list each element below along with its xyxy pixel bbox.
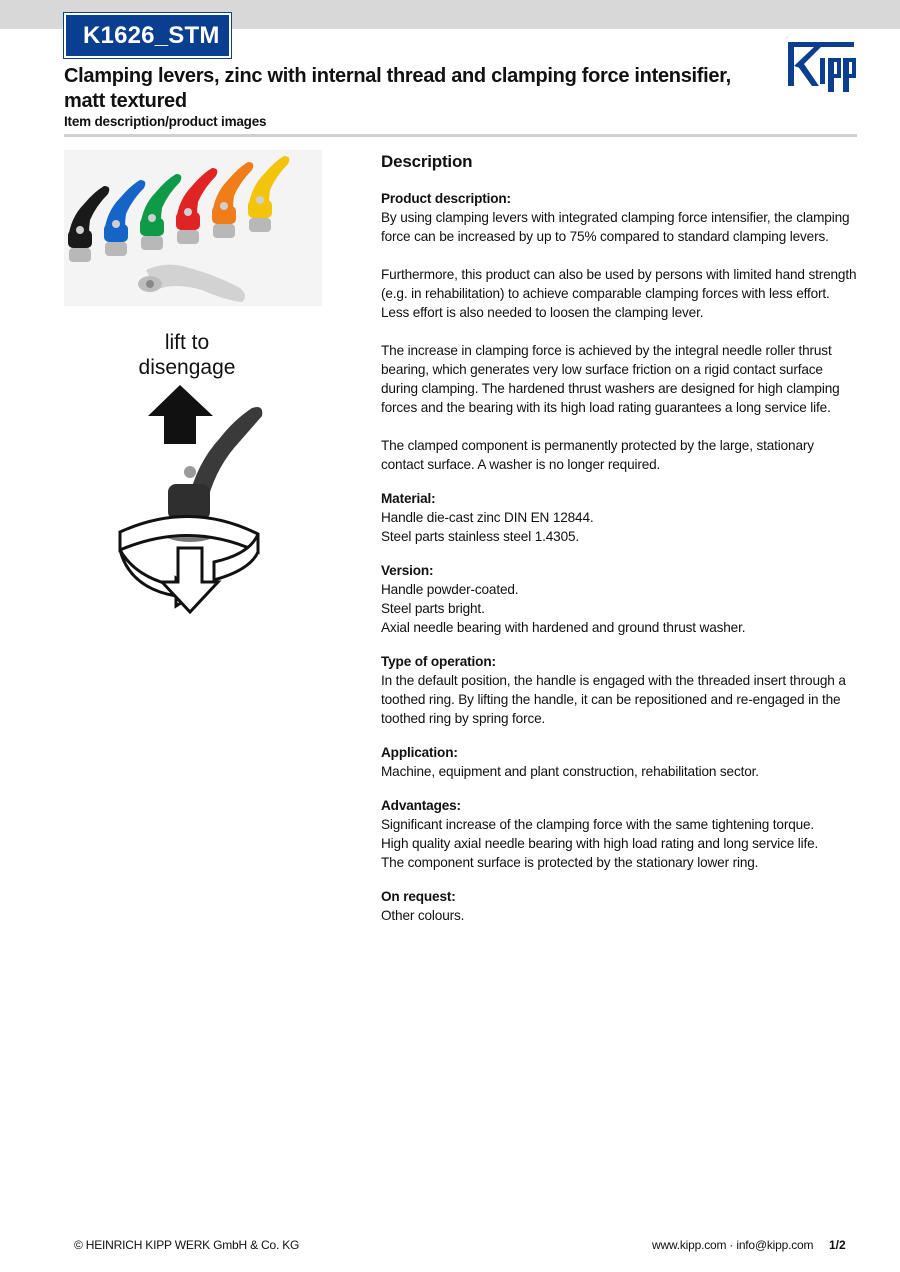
description-heading: Description xyxy=(381,152,473,171)
on-request-text: Other colours. xyxy=(381,908,465,923)
product-description-p2: Furthermore, this product can also be used by persons with limited hand strength (e.g. in rehabilitation) to achieve comparable clamping forces with less effort. Less effort is also needed to loosen the clamping lever. xyxy=(381,267,857,320)
description-section xyxy=(381,152,857,925)
down-arrow-icon xyxy=(162,548,218,612)
version-line: Steel parts bright. xyxy=(381,601,485,616)
on-request-label: On request: xyxy=(381,889,456,904)
operation-label: Type of operation: xyxy=(381,654,496,669)
up-arrow-icon xyxy=(148,385,213,444)
application-text: Machine, equipment and plant construction, rehabilitation sector. xyxy=(381,764,759,779)
version-label: Version: xyxy=(381,563,434,578)
version-line: Handle powder-coated. xyxy=(381,582,519,597)
page-number: 1/2 xyxy=(829,1238,846,1252)
kipp-logo xyxy=(784,36,860,92)
operation-diagram xyxy=(110,382,270,618)
advantages-label: Advantages: xyxy=(381,798,461,813)
page-subtitle: Item description/product images xyxy=(64,114,267,129)
lift-to-disengage-label: lift to disengage xyxy=(138,331,236,379)
version-line: Axial needle bearing with hardened and ground thrust washer. xyxy=(381,620,746,635)
product-code-badge: K1626_STM xyxy=(64,13,231,58)
application-label: Application: xyxy=(381,745,458,760)
product-description-label: Product description: xyxy=(381,191,511,206)
material-line: Handle die-cast zinc DIN EN 12844. xyxy=(381,510,594,525)
material-label: Material: xyxy=(381,491,436,506)
logo-text: Kipp xyxy=(786,38,789,39)
advantages-line: Significant increase of the clamping force with the same tightening torque. xyxy=(381,817,815,832)
product-description-p4: The clamped component is permanently protected by the large, stationary contact surface. A washer is no longer required. xyxy=(381,438,814,472)
header-divider xyxy=(64,134,857,137)
footer-contact[interactable]: www.kipp.com · info@kipp.com xyxy=(652,1238,814,1252)
advantages-line: High quality axial needle bearing with high load rating and long service life. xyxy=(381,836,819,851)
material-line: Steel parts stainless steel 1.4305. xyxy=(381,529,580,544)
product-image-levers xyxy=(64,150,322,306)
operation-text: In the default position, the handle is engaged with the threaded insert through a toothed ring. By lifting the handle, it can be repositioned and re-engaged in the toothed ring by spring force. xyxy=(381,673,846,726)
page-title: Clamping levers, zinc with internal thread and clamping force intensifier, matt textured xyxy=(64,65,731,112)
product-description-p3: The increase in clamping force is achieved by the integral needle roller thrust bearing, which generates very low surface friction on a rigid contact surface during clamping. The hardened thrust washers are designed for high clamping forces and the bearing with its high load rating guarantees a long service life. xyxy=(381,343,840,415)
footer-copyright: © HEINRICH KIPP WERK GmbH & Co. KG xyxy=(74,1238,300,1252)
advantages-line: The component surface is protected by the stationary lower ring. xyxy=(381,855,759,870)
product-description-p1: By using clamping levers with integrated clamping force intensifier, the clamping force can be increased by up to 75% compared to standard clamping levers. xyxy=(381,210,850,244)
